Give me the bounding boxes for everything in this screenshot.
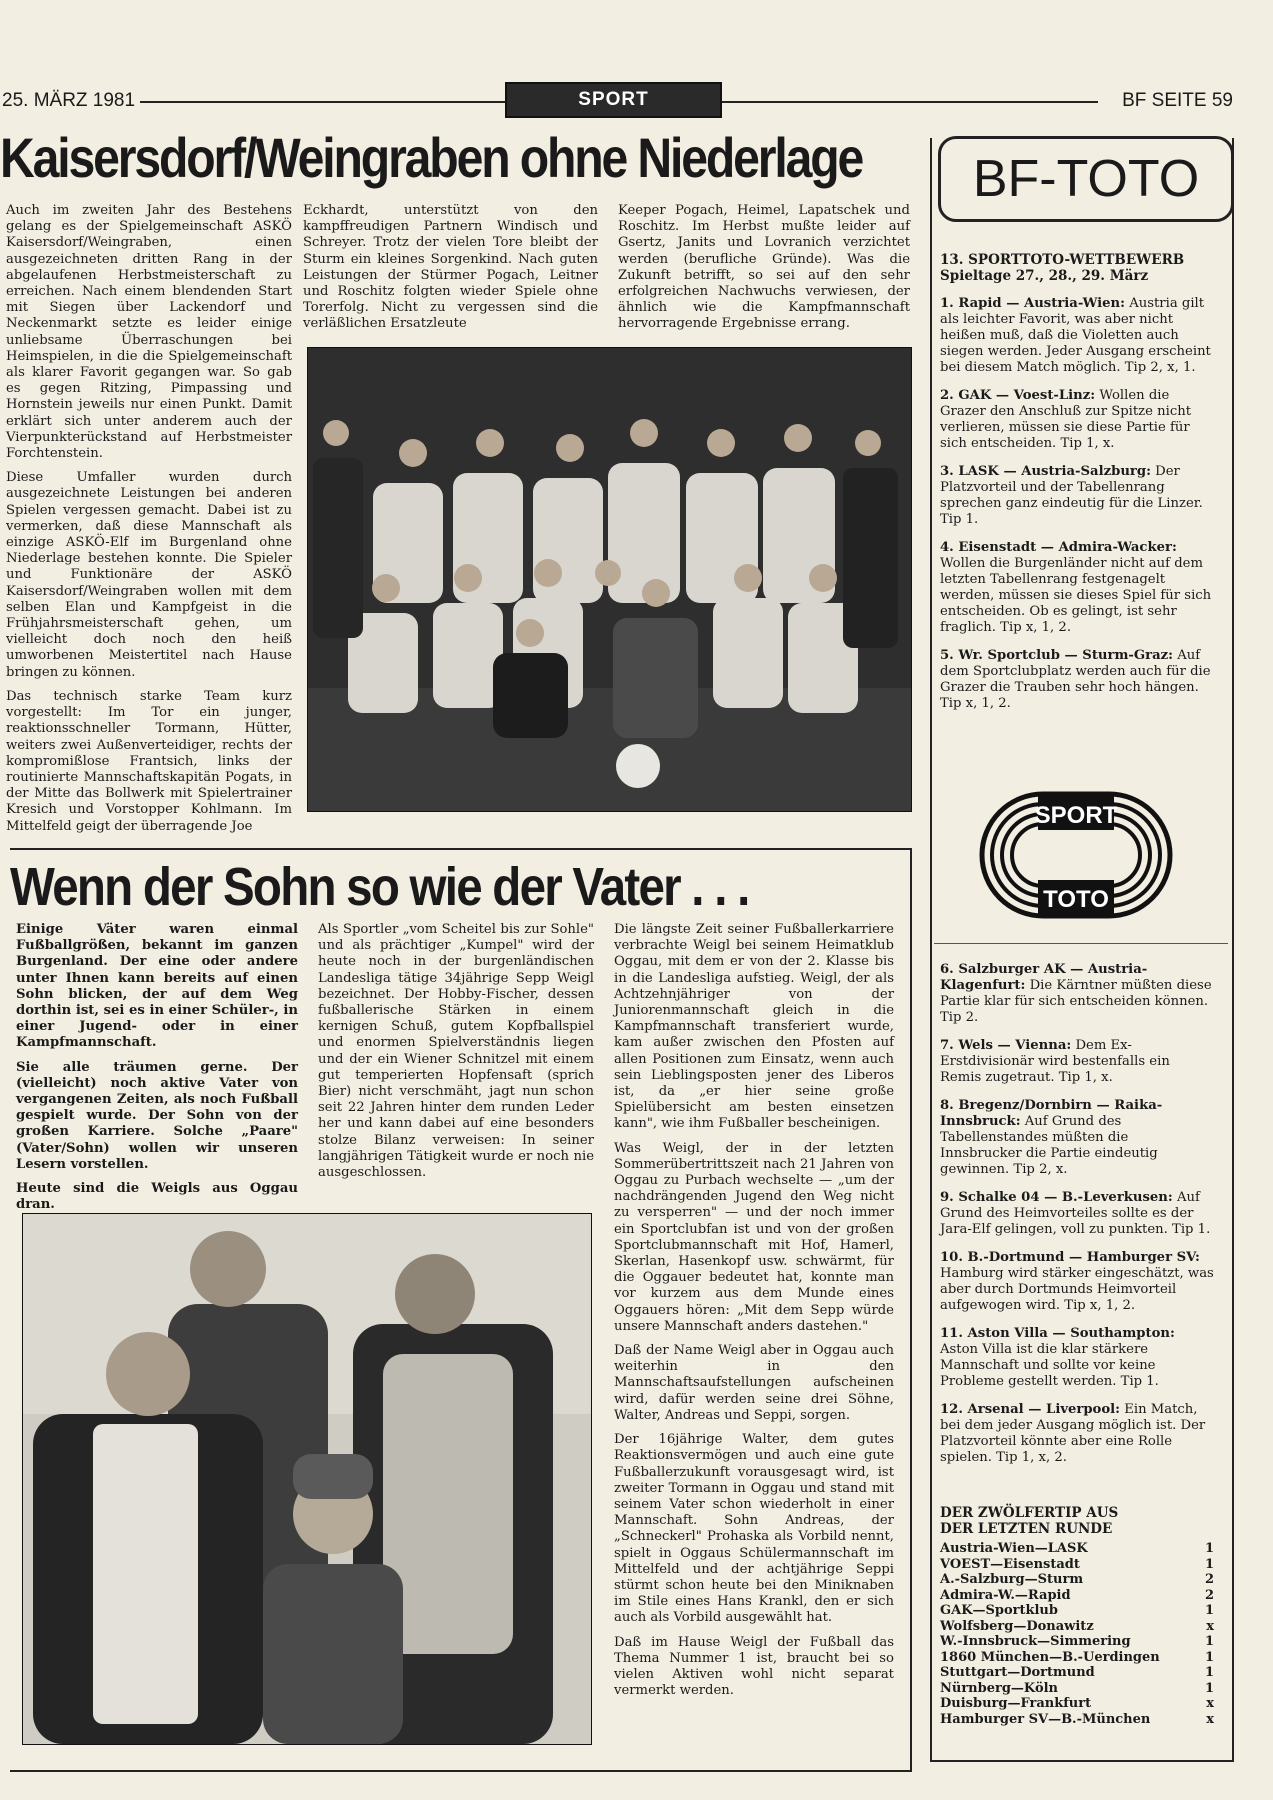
result-row (940, 1588, 1214, 1604)
toto-match (940, 962, 1214, 1026)
team-photo-image (308, 348, 911, 811)
article2-col2 (318, 922, 594, 1189)
toto-match (940, 540, 1214, 636)
article2-headline: Wenn der Sohn so wie der Vater . . . (10, 857, 749, 917)
article1-col2 (303, 203, 598, 341)
results-list (940, 1541, 1214, 1727)
toto-match-head: 6. Salzburger AK — Austria-Klagenfurt: (940, 962, 1148, 993)
toto-match-text: Austria gilt als leichter Favorit, was aber nicht heißen muß, daß die Violetten auch siegen werden. Jeder Ausgang erscheint bei diesem Match möglich. Tip 2, x, 1. (940, 296, 1211, 375)
toto-heading: 13. SPORTTOTO-WETTBEWERB (940, 252, 1185, 268)
article2-intro (16, 922, 298, 1221)
logo-sport-text: SPORT (1034, 802, 1118, 829)
result-tip: 1 (1204, 1665, 1214, 1680)
toto-match-head: 4. Eisenstadt — Admira-Wacker: (940, 540, 1177, 555)
sport-toto-logo-image (978, 790, 1174, 920)
toto-match (940, 464, 1214, 528)
toto-match-text: Wollen die Grazer den Anschluß zur Spitze nicht verlieren, müssen sie diese Partie für sich entscheiden. Tip 1, x. (940, 388, 1192, 451)
toto-match-text: Dem Ex-Erstdivisionär wird bestenfalls ein Remis zugetraut. Tip 1, x. (940, 1038, 1170, 1085)
toto-title: BF-TOTO (938, 136, 1234, 222)
toto-subheading: Spieltage 27., 28., 29. März (940, 268, 1149, 284)
result-row (940, 1696, 1214, 1712)
result-tip: 1 (1204, 1556, 1214, 1572)
toto-match-text: Ein Match, bei dem jeder Ausgang möglich ist. Der Platzvorteil könnte aber eine Rolle spielen. Tip 1, x, 2. (940, 1402, 1206, 1465)
toto-match-text: Die Kärntner müßten diese Partie klar für sich entscheiden können. Tip 2. (940, 978, 1212, 1025)
toto-match (940, 1190, 1214, 1238)
article2-col3-p2: Was Weigl, der in der letzten Sommerübertrittszeit nach 21 Jahren von Oggau zu Purbach wechselte — „um der nachdrängenden Jugend den Weg nicht zu versperren" — und der noch immer ein Sportclubfan ist und von der großen Sportclubmannschaft mit Hof, Hamerl, Skerlan, Hasenkopf usw. schwärmt, für die Oggauer bedeutet hat, konnte man vor kurzem aus dem Munde eines Oggauers hören: „Mit dem Sepp würde unsere Mannschaft anders dastehen." (614, 1140, 894, 1334)
toto-match-text: Auf dem Sportclubplatz werden auch für die Grazer die Trauben sehr hoch hängen. Tip x, 1, 2. (940, 648, 1211, 711)
article2-col3-p3: Daß der Name Weigl aber in Oggau auch weiterhin in den Mannschaftsaufstellungen aufscheinen wird, dafür werden seine drei Söhne, Walter, Andreas und Seppi, sorgen. (614, 1343, 894, 1423)
result-row (940, 1572, 1214, 1588)
article1-col1-p2: Diese Umfaller wurden durch ausgezeichnete Leistungen bei anderen Spielen vergessen gemacht. Dabei ist zu vermerken, daß diese Mannschaft als einzige ASKÖ-Elf im Burgenland ohne Niederlage bestehen konnte. Die Spieler und Funktionäre der ASKÖ Kaisersdorf/Weingraben wollen mit dem selben Elan und Kampfgeist in die Frühjahrsmeisterschaft gehen, um vielleicht doch noch den heiß umworbenen Meistertitel nach Hause bringen zu können. (6, 470, 292, 680)
result-match: Duisburg—Frankfurt (940, 1696, 1092, 1711)
result-row (940, 1619, 1214, 1635)
article2-intro-p3: Heute sind die Weigls aus Oggau dran. (16, 1181, 298, 1213)
toto-match-text: Auf Grund des Tabellenstandes müßten die Innsbrucker die Partie eindeutig gewinnen. Tip 2, x. (940, 1114, 1158, 1177)
result-tip: 1 (1204, 1649, 1214, 1665)
article1-col3-text: Keeper Pogach, Heimel, Lapatschek und Roschitz. Im Herbst mußte leider auf Gsertz, Janits und Lovranich verzichtet werden (berufliche Gründe). Was die Zukunft betrifft, so sei auf den sehr erfolgreichen Nachwuchs verwiesen, der ähnlich wie die Kampfmannschaft hervorragende Ergebnisse errang. (618, 203, 910, 332)
article1-col2-text: Eckhardt, unterstützt von den kampffreudigen Partnern Windisch und Schreyer. Trotz der vielen Tore bleibt der Sturm ein kleines Sorgenkind. Nach guten Leistungen der Stürmer Pogach, Leitner und Roschitz folgten wieder Spiele ohne Torerfolg. Nicht zu vergessen sind die verläßlichen Ersatzleute (303, 203, 598, 332)
toto-match (940, 388, 1214, 452)
toto-match-text: Aston Villa ist die klar stärkere Mannschaft und sollte vor keine Probleme gestellt werden. Tip 1. (940, 1342, 1159, 1389)
toto-match (940, 1250, 1214, 1314)
result-match: Austria-Wien—LASK (940, 1541, 1088, 1556)
masthead-rule-left (140, 101, 505, 103)
article2-col3-p1: Die längste Zeit seiner Fußballerkarriere verbrachte Weigl bei seinem Heimatklub Oggau, mit dem er von der 2. Klasse bis in die Landesliga aufstieg. Weigl, der als Achtzehnjähriger von der Juniorenmannschaft gleich in die Kampfmannschaft transferiert wurde, kam außer zwischen den Pfosten auf allen Positionen zum Einsatz, wenn auch sein Lieblingsposten jener des Liberos ist, da „er hier seine große Spielübersicht am besten einsetzen kann", wie ihm Fußballer bescheinigen. (614, 922, 894, 1132)
result-tip: x (1206, 1696, 1214, 1711)
results-heading: DER ZWÖLFERTIP AUS DER LETZTEN RUNDE (940, 1505, 1119, 1537)
toto-match (940, 648, 1214, 712)
result-match: Hamburger SV—B.-München (940, 1711, 1151, 1727)
result-tip: 1 (1204, 1603, 1214, 1618)
toto-match-head: 1. Rapid — Austria-Wien: (940, 296, 1126, 311)
family-photo-image (23, 1214, 591, 1744)
result-tip: 2 (1204, 1587, 1214, 1603)
toto-match (940, 1402, 1214, 1466)
result-match: Wolfsberg—Donawitz (940, 1618, 1094, 1634)
sport-toto-logo (978, 790, 1174, 920)
toto-match-head: 11. Aston Villa — Southampton: (940, 1326, 1175, 1341)
article2-col2-text: Als Sportler „vom Scheitel bis zur Sohle" und als prächtiger „Kumpel" wird der heute noch in der burgenländischen Landesliga tätige 34jährige Sepp Weigl bezeichnet. Der Hobby-Fischer, dessen fußballerische Stärken in einem kernigen Schuß, gutem Kopfballspiel und enormen Spielverständnis liegen und der ein Wiener Schnitzel mit einem gut temperierten Hopfensaft (sprich Bier) nicht verschmäht, jagt nun schon seit 22 Jahren hinter dem runden Leder her und kann dabei auf eine besonders stolze Bilanz verweisen: In seiner langjährigen Tätigkeit wurde er noch nie ausgeschlossen. (318, 922, 594, 1181)
toto-match (940, 1038, 1214, 1086)
toto-match-text: Auf Grund des Heimvorteiles sollte es der Jara-Elf gelingen, voll zu punkten. Tip 1. (940, 1190, 1211, 1237)
toto-match-head: 2. GAK — Voest-Linz: (940, 388, 1096, 403)
toto-match-text: Hamburg wird stärker eingeschätzt, was aber durch Dortmunds Heimvorteil aufgewogen wird. Tip x, 1, 2. (940, 1266, 1214, 1313)
masthead-rule-right (718, 101, 1098, 103)
article1-col3 (618, 203, 910, 341)
article2-col3-p4: Der 16jährige Walter, dem gutes Reaktionsvermögen und auch eine gute Fußballerzukunft vorausgesagt wird, ist zweiter Tormann in Oggau und stand mit seinem Vater schon wiederholt in einer Mannschaft. Sohn Andreas, der „Schneckerl" Prohaska als Vorbild nennt, spielt in Oggaus Schülermannschaft im Mittelfeld und der achtjährige Seppi stürmt schon heute bei den Miniknaben im Stile eines Hans Krankl, den er sich auch als Vorbild ausgewählt hat. (614, 1432, 894, 1626)
result-tip: 1 (1204, 1680, 1214, 1696)
toto-match-text: Der Platzvorteil und der Tabellenrang sprechen ganz eindeutig für die Linzer. Tip 1. (940, 464, 1203, 527)
result-tip: 1 (1204, 1541, 1214, 1556)
toto-match (940, 1326, 1214, 1390)
result-row (940, 1681, 1214, 1697)
toto-match-head: 9. Schalke 04 — B.-Leverkusen: (940, 1190, 1173, 1205)
result-match: GAK—Sportklub (940, 1603, 1058, 1618)
logo-toto-text: TOTO (1043, 886, 1109, 913)
result-match: W.-Innsbruck—Simmering (940, 1634, 1131, 1649)
article2-col3-p5: Daß im Hause Weigl der Fußball das Thema Nummer 1 ist, braucht bei so vielen Aktiven wohl nicht separat vermerkt werden. (614, 1634, 894, 1699)
article2-intro-p2: Sie alle träumen gerne. Der (vielleicht) noch aktive Vater von vergangenen Zeiten, als noch Fußball gespielt wurde. Der Sohn von der großen Karriere. Solche „Paare" (Vater/Sohn) wollen wir unseren Lesern vorstellen. (16, 1059, 298, 1172)
result-row (940, 1634, 1214, 1650)
article2-col3 (614, 922, 894, 1707)
article1-col1 (6, 203, 292, 843)
toto-match-head: 7. Wels — Vienna: (940, 1038, 1072, 1053)
article1-col1-p1: Auch im zweiten Jahr des Bestehens gelang es der Spielgemeinschaft ASKÖ Kaisersdorf/Weingraben, einen ausgezeichneten dritten Rang in der abgelaufenen Herbstmeisterschaft zu erreichen. Nach einem blendenden Start mit Siegen über Lackendorf und Neckenmarkt setzte es leider einige unliebsame Überraschungen bei Heimspielen, in die die Spielgemeinschaft als klarer Favorit gegangen war. So gab es gegen Ritzing, Pimpassing und Hornstein jeweils nur einen Punkt. Damit erklärt sich unter anderem auch der Vierpunkterückstand auf Herbstmeister Forchtenstein. (6, 203, 292, 462)
article1-col1-p3: Das technisch starke Team kurz vorgestellt: Im Tor ein junger, reaktionsschneller Tormann, Hütter, weiters zwei Außenverteidiger, rechts der kompromißlose Frantsich, links der routinierte Mannschaftskapitän Pogats, in der Mitte das Bollwerk mit Spielertrainer Kresich und Vorstopper Kohlmann. Im Mittelfeld geigt der überragende Joe (6, 688, 292, 834)
toto-match-head: 12. Arsenal — Liverpool: (940, 1402, 1121, 1417)
result-row (940, 1557, 1214, 1573)
toto-matches-a (940, 296, 1214, 712)
family-photo (22, 1213, 592, 1745)
toto-match-text: Wollen die Burgenländer nicht auf dem letzten Tabellenrang festgenagelt werden, müssen sie dieses Spiel für sich entscheiden. Ob es gelingt, ist sehr fraglich. Tip x, 1, 2. (940, 556, 1212, 635)
toto-match-head: 8. Bregenz/Dornbirn — Raika-Innsbruck: (940, 1098, 1163, 1129)
result-match: 1860 München—B.-Uerdingen (940, 1649, 1160, 1665)
toto-bottom (940, 962, 1214, 1478)
result-tip: x (1206, 1618, 1214, 1634)
toto-match (940, 1098, 1214, 1178)
section-label: SPORT (505, 82, 722, 118)
page-number: BF SEITE 59 (1122, 90, 1233, 111)
toto-matches-b (940, 962, 1214, 1466)
toto-match (940, 296, 1214, 376)
result-match: Stuttgart—Dortmund (940, 1665, 1095, 1680)
result-match: Admira-W.—Rapid (940, 1587, 1071, 1603)
result-tip: 2 (1204, 1572, 1214, 1587)
toto-divider (934, 943, 1228, 944)
result-match: A.-Salzburg—Sturm (940, 1572, 1084, 1587)
result-match: VOEST—Eisenstadt (940, 1556, 1080, 1572)
toto-match-head: 10. B.-Dortmund — Hamburger SV: (940, 1250, 1200, 1265)
result-row (940, 1665, 1214, 1681)
article1-headline: Kaisersdorf/Weingraben ohne Niederlage (0, 126, 863, 189)
article2-intro-p1: Einige Väter waren einmal Fußballgrößen, bekannt im ganzen Burgenland. Der eine oder andere unter Ihnen kann bereits auf einen Sohn blicken, der auf dem Weg dorthin ist, sei es in einer Schüler-, in einer Jugend- oder in einer Kampfmannschaft. (16, 922, 298, 1051)
result-tip: x (1206, 1711, 1214, 1727)
result-row (940, 1712, 1214, 1728)
issue-date: 25. MÄRZ 1981 (2, 90, 136, 111)
team-photo (307, 347, 912, 812)
result-row (940, 1603, 1214, 1619)
toto-match-head: 3. LASK — Austria-Salzburg: (940, 464, 1151, 479)
result-match: Nürnberg—Köln (940, 1680, 1059, 1696)
toto-results (940, 1505, 1214, 1727)
toto-match-head: 5. Wr. Sportclub — Sturm-Graz: (940, 648, 1173, 663)
result-row (940, 1650, 1214, 1666)
result-row (940, 1541, 1214, 1557)
result-tip: 1 (1204, 1634, 1214, 1649)
toto-top (940, 252, 1214, 724)
